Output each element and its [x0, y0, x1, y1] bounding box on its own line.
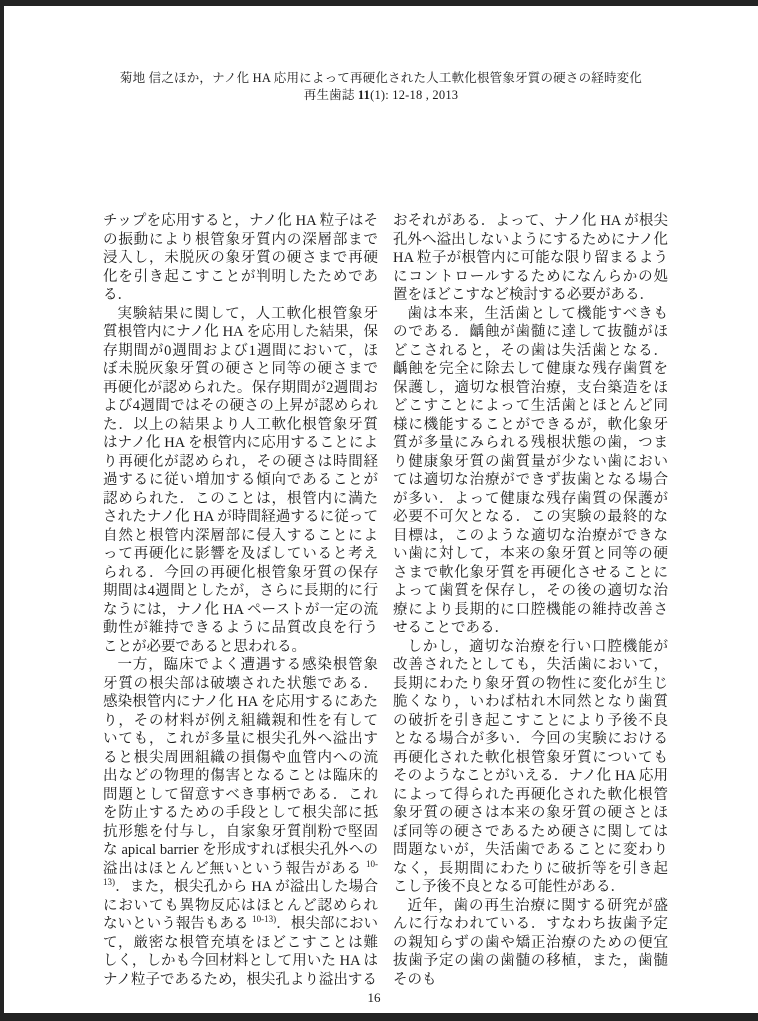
- two-column-body: [103, 212, 669, 989]
- text-column-left: [103, 212, 378, 989]
- paragraph-text-run: 一方，臨床でよく遭遇する感染根管象牙質の根尖部は破壊された状態である．感染根管内にナノ化 HA を応用するにあたり，その材料が例え組織親和性を有していても，これが多量に根尖孔外へ溢出すると根尖周囲組織の損傷や血管内への流出などの物理的傷害となることは臨床的問題として留意すべき事柄である．これを防止するための手段として根尖部に抵抗形態を付与し，自家象牙質削粉で堅固な apical barrier を形成すれば根尖孔外への溢出はほとんど無いという報告がある: [103, 657, 378, 877]
- paragraph-prognosis: しかし，適切な治療を行い口腔機能が改善されたとしても，失活歯において，長期にわたり象牙質の物性に変化が生じ脆くなり，いわば枯れ木同然となり歯質の破折を引き起こすことにより予後不良となる場合が多い．今回の実験における再硬化された軟化根管象牙質についてもそのようなことがいえる．ナノ化 HA 応用によって得られた再硬化された軟化根管象牙質の硬さは本来の象牙質の硬さとほぼ同等の硬さであるため硬さに関しては問題ないが，失活歯であることに変わりなく，長期間にわたりに破折等を引き起こし予後不良となる可能性がある．: [393, 638, 668, 895]
- paragraph-continuation: チップを応用すると，ナノ化 HA 粒子はその振動により根管象牙質内の深層部まで浸入し，未脱灰の象牙質の硬さまで再硬化を引き起こすことが判明したためである．: [103, 213, 378, 303]
- paragraph-clinical: [103, 656, 378, 989]
- paragraph-vital-tooth: 歯は本来，生活歯として機能すべきものである．齲蝕が歯髄に達して抜髄がほどこされると，その歯は失活歯となる．齲蝕を完全に除去して健康な残存歯質を保護し，適切な根管治療，支台築造をほどこすことによって生活歯とほとんど同様に機能することができるが，軟化象牙質が多量にみられる残根状態の歯，つまり健康象牙質の歯質量が少ない歯においては適切な治療ができず抜歯となる場合が多い．よって健康な残存歯質の保護が必要不可欠となる．この実験の最終的な目標は，このような適切な治療ができない歯に対して，本来の象牙質と同等の硬さまで軟化象牙質を再硬化させることによって歯質を保存し，その後の適切な治療により長期的に口腔機能の維持改善させることである．: [393, 305, 668, 636]
- header-citation: [4, 70, 758, 104]
- text-column-right: [393, 212, 668, 989]
- paragraph-continuation: おそれがある．よって、ナノ化 HA が根尖孔外へ溢出しないようにするためにナノ化 HA 粒子が根管内に可能な限り留まるようにコントロールするためになんらかの処置をほどこすなど検討する必要がある．: [393, 213, 668, 303]
- citation-journal-line: [4, 87, 758, 104]
- citation-title-line: 菊地 信之ほか，ナノ化 HA 応用によって再硬化された人工軟化根管象牙質の硬さの経時変化: [119, 71, 643, 85]
- reference-superscript: 10-13): [252, 914, 277, 925]
- paragraph-results: 実験結果に関して，人工軟化根管象牙質根管内にナノ化 HA を応用した結果，保存期間が0週間および1週間において，ほぼ未脱灰象牙質の硬さと同等の硬さまで再硬化が認められた。保存期間が2週間および4週間ではその硬さの上昇が認められた．以上の結果より人工軟化根管象牙質はナノ化 HA を根管内に応用することにより再硬化が認められ，その硬さは時間経過するに従い増加する傾向であることが認められた．このことは，根管内に満たされたナノ化 HA が時間経過するに従って自然と根管内深層部に侵入することによって再硬化に影響を及ぼしていると考えられる．今回の再硬化根管象牙質の保存期間は4週間としたが，さらに長期的に行なうには，ナノ化 HA ペーストが一定の流動性が維持できるように品質改良を行うことが必要であると思われる。: [103, 305, 378, 655]
- paragraph-regeneration: 近年，歯の再生治療に関する研究が盛んに行なわれている．すなわち抜歯予定の親知らずの歯や矯正治療のための便宜抜歯予定の歯の歯髄の移植，また，歯髄そのも: [393, 897, 668, 988]
- page-number: 16: [367, 990, 381, 1005]
- journal-issue-pages: (1): 12-18 , 2013: [370, 88, 459, 102]
- paragraph-text-run: ．また，根尖孔から HA が溢出した場合においても異物反応はほとんど認められないという報告もある: [103, 879, 378, 932]
- paragraph-text-run: ．根尖部において，厳密な根管充填をほどこすことは難しく，しかも今回材料として用いた HA はナノ粒子であるため，根尖孔より溢出する: [103, 916, 379, 988]
- journal-volume: 11: [357, 88, 371, 102]
- journal-name: 再生歯誌: [303, 88, 358, 102]
- reference-superscript: 10-13): [103, 858, 378, 888]
